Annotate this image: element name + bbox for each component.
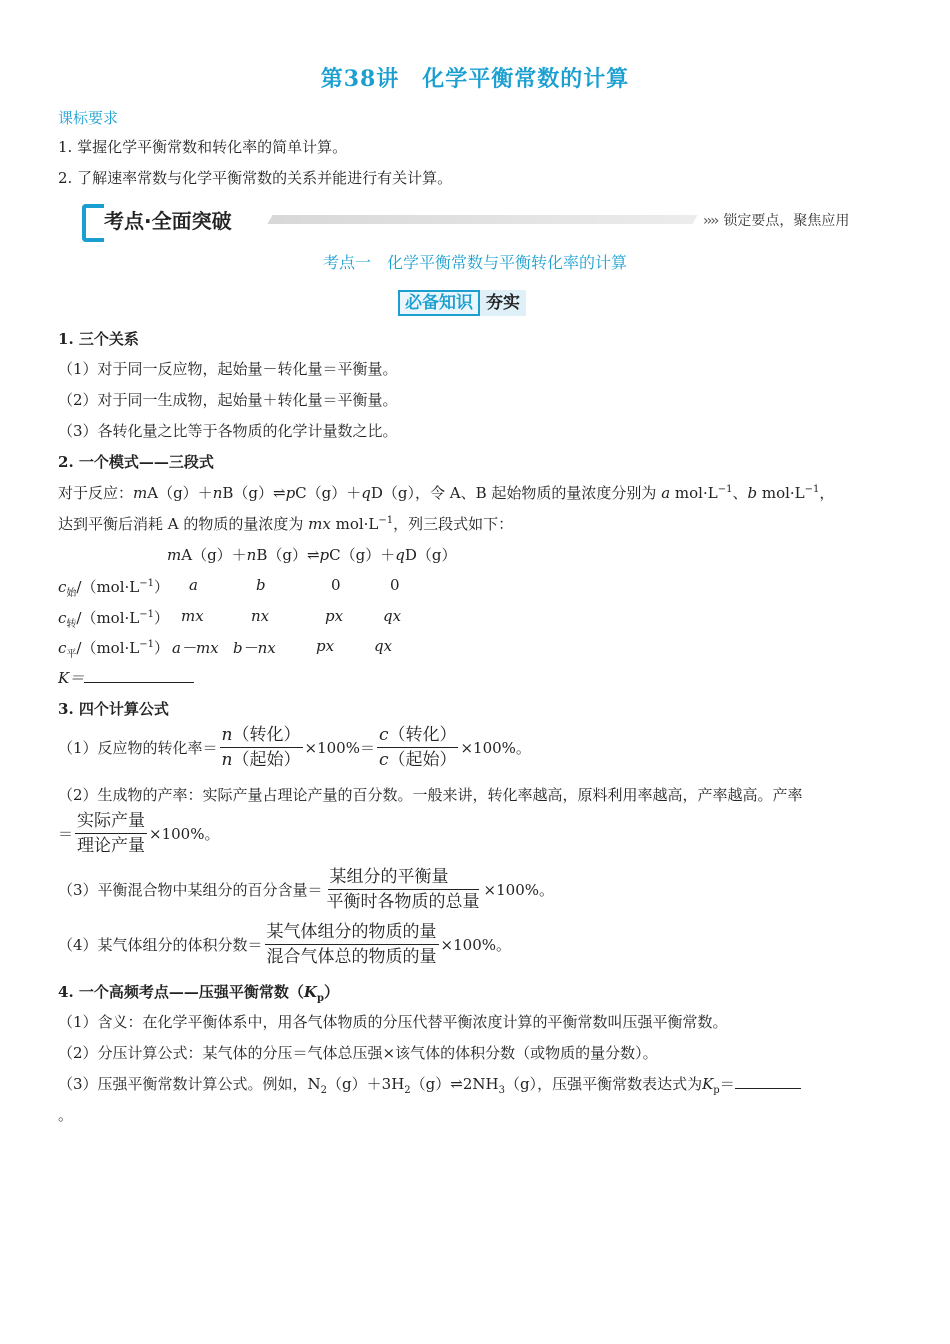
sec1-item-2: （2）对于同一生成物，起始量＋转化量＝平衡量。 bbox=[58, 391, 398, 409]
k-expression: K＝ bbox=[58, 667, 194, 688]
sec2-heading: 2. 一个模式——三段式 bbox=[58, 453, 214, 471]
requirements-heading: 课标要求 bbox=[58, 109, 119, 127]
row-start-d: 0 bbox=[390, 576, 400, 594]
k-blank bbox=[84, 668, 194, 683]
sec4-item-3: （3）压强平衡常数计算公式。例如，$N_2(g)+3H_2(g)\rightleftharpoons 2NH_3(g)$，压强平衡常数表达式为$K_p=$ bbox=[58, 1073, 801, 1096]
chevrons-icon: ›››› bbox=[703, 213, 718, 229]
row-change-d: qx bbox=[383, 607, 402, 625]
row-change-c: px bbox=[325, 607, 344, 625]
formula-4: （4）某气体组分的体积分数＝ $\frac{\text{某气体组分的物质的量}}{\text{混合气体总的物质的量}}$ ×100%。 bbox=[58, 922, 511, 967]
banner-label: 考点·全面突破 bbox=[104, 209, 232, 233]
sec1-item-1: （1）对于同一反应物，起始量－转化量＝平衡量。 bbox=[58, 360, 398, 378]
row-change-b: nx bbox=[251, 607, 270, 625]
row-start-label: $c_始/(mol\cdot L^{-1})$ bbox=[58, 578, 170, 599]
row-eq-d: qx bbox=[374, 637, 393, 655]
banner-right-text: 锁定要点，聚焦应用 bbox=[723, 213, 850, 229]
kp-blank bbox=[735, 1074, 801, 1089]
banner-right bbox=[703, 210, 849, 230]
banner-frame-icon bbox=[82, 204, 104, 242]
row-eq-c: px bbox=[316, 637, 335, 655]
row-eq-b: b－nx bbox=[233, 639, 276, 657]
row-start-c: 0 bbox=[331, 576, 341, 594]
requirement-item-1: 1. 掌握化学平衡常数和转化率的简单计算。 bbox=[58, 138, 348, 156]
page-title: 第38讲 化学平衡常数的计算 bbox=[320, 66, 630, 92]
row-eq-label: $c_平/(mol\cdot L^{-1})$ bbox=[58, 639, 170, 660]
sec2-line-2: 达到平衡后消耗 A 的物质的量浓度为 mx $mol\cdot L^{-1}$，列三段式如下： bbox=[58, 515, 514, 533]
row-start-b: b bbox=[256, 576, 266, 594]
badge-left: 必备知识 bbox=[398, 290, 480, 316]
sec4-item-1: （1）含义：在化学平衡体系中，用各气体物质的分压代替平衡浓度计算的平衡常数叫压强平衡常数。 bbox=[58, 1013, 728, 1031]
sec1-item-3: （3）各转化量之比等于各物质的化学计量数之比。 bbox=[58, 422, 398, 440]
row-start-a: a bbox=[189, 576, 198, 594]
sec2-line-1: 对于反应：mA（g）＋nB（g）⇌pC（g）＋qD（g），令 A、B 起始物质的量浓度分别为 a $mol\cdot L^{-1}$、b $mol\cdot L^{-1}$， bbox=[58, 484, 835, 502]
banner-tag bbox=[78, 202, 268, 236]
formula-3: （3）平衡混合物中某组分的百分含量＝ $\frac{\text{某组分的平衡量}}{\text{平衡时各物质的总量}}$ ×100%。 bbox=[58, 867, 554, 912]
row-eq-a: a－mx bbox=[172, 639, 219, 657]
sec3-heading: 3. 四个计算公式 bbox=[58, 700, 169, 718]
section-banner bbox=[78, 202, 878, 238]
formula-2: ＝ $\frac{\text{实际产量}}{\text{理论产量}}$ ×100%。 bbox=[58, 811, 220, 856]
requirement-item-2: 2. 了解速率常数与化学平衡常数的关系并能进行有关计算。 bbox=[58, 169, 453, 187]
topic-title: 考点一 化学平衡常数与平衡转化率的计算 bbox=[322, 253, 627, 272]
end-mark: 。 bbox=[58, 1106, 74, 1124]
sec4-heading: 4. 一个高频考点——压强平衡常数$(K_p)$ bbox=[58, 983, 339, 1004]
row-change-label: $c_转/(mol\cdot L^{-1})$ bbox=[58, 609, 170, 630]
banner-bar bbox=[267, 215, 697, 224]
formula-2-text: （2）生成物的产率：实际产量占理论产量的百分数。一般来讲，转化率越高，原料利用率越高，产率越高。产率 bbox=[58, 786, 803, 804]
sec1-heading: 1. 三个关系 bbox=[58, 330, 139, 348]
sec4-item-2: （2）分压计算公式：某气体的分压＝气体总压强×该气体的体积分数（或物质的量分数）。 bbox=[58, 1044, 658, 1062]
row-change-a: mx bbox=[181, 607, 204, 625]
badge-right: 夯实 bbox=[480, 290, 526, 316]
knowledge-badge bbox=[398, 290, 526, 318]
sec2-equation: mA（g）＋nB（g）⇌pC（g）＋qD（g） bbox=[167, 546, 457, 564]
formula-1: （1）反应物的转化率＝ $\frac{\text{n（转化）}}{\text{n（起始）}}$ ×100%＝ $\frac{\text{c（转化）}}{\text{c（起始）}}$ ×100%。 bbox=[58, 725, 531, 770]
